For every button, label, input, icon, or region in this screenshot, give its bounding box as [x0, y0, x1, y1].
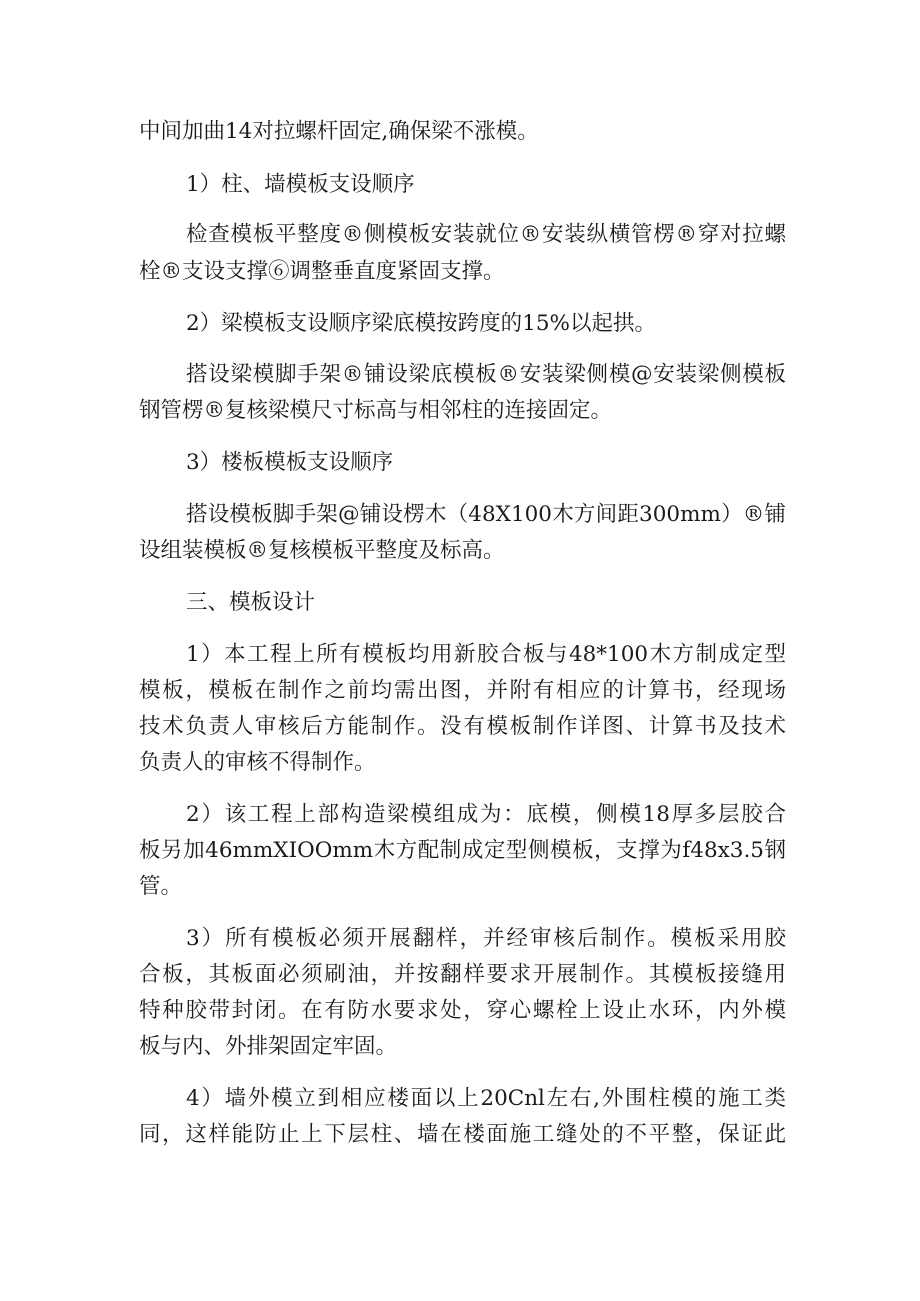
text-line: 特种胶带封闭。在有防水要求处，穿心螺栓上设止水环，内外模: [139, 998, 786, 1023]
text-line: 设组装模板®复核模板平整度及标高。: [139, 538, 505, 563]
text-line: 板与内、外排架固定牢固。: [139, 1034, 398, 1059]
text-line: 检查模板平整度®侧模板安装就位®安装纵横管楞®穿对拉螺: [186, 222, 786, 247]
text-line: 同，这样能防止上下层柱、墙在楼面施工缝处的不平整，保证此: [139, 1122, 786, 1147]
text-line: 搭设梁模脚手架®铺设梁底模板®安装梁侧模@安装梁侧模板: [186, 362, 786, 387]
text-line: 钢管楞®复核梁模尺寸标高与相邻柱的连接固定。: [139, 398, 613, 423]
text-line: 管。: [139, 874, 183, 899]
text-line: 负责人的审核不得制作。: [139, 750, 376, 775]
text-line: 模板，模板在制作之前均需出图，并附有相应的计算书，经现场: [139, 678, 786, 703]
text-line: 栓®支设支撑⑥调整垂直度紧固支撑。: [139, 259, 505, 284]
text-line: 板另加46mmXIOOmm木方配制成定型侧模板，支撑为f48x3.5钢: [139, 838, 786, 863]
text-line: 3）所有模板必须开展翻样，并经审核后制作。模板采用胶: [186, 926, 786, 951]
section-title-formwork-design: 三、模板设计: [186, 590, 316, 615]
section-heading-beam: 2）梁模板支设顺序梁底模按跨度的15%以起拱。: [186, 311, 656, 336]
text-line: 技术负责人审核后方能制作。没有模板制作详图、计算书及技术: [139, 714, 786, 739]
text-line: 合板，其板面必须刷油，并按翻样要求开展制作。其模板接缝用: [139, 962, 786, 987]
section-heading-slab: 3）楼板模板支设顺序: [186, 450, 394, 475]
text-line: 搭设模板脚手架@铺设楞木（48X100木方间距300mm）®铺: [186, 502, 786, 527]
text-line: 2）该工程上部构造梁模组成为：底模，侧模18厚多层胶合: [186, 802, 786, 827]
section-heading-column-wall: 1）柱、墙模板支设顺序: [186, 172, 415, 197]
text-line: 1）本工程上所有模板均用新胶合板与48*100木方制成定型: [186, 642, 786, 667]
text-line: 中间加曲14对拉螺杆固定,确保梁不涨模。: [139, 119, 539, 144]
text-line: 4）墙外模立到相应楼面以上20Cnl左右,外围柱模的施工类: [186, 1086, 786, 1111]
